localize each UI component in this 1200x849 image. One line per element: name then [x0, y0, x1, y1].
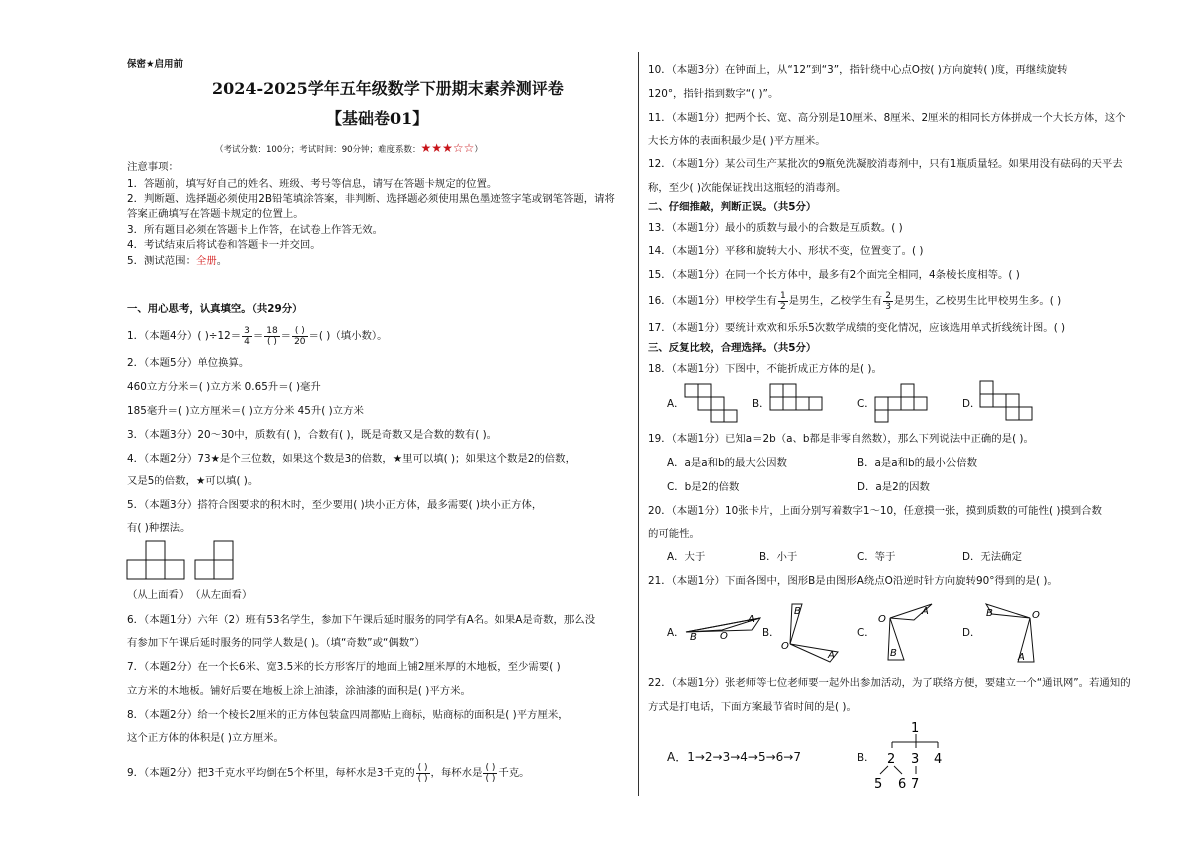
q22-node: 7 [911, 777, 920, 792]
q18-option-d-net [979, 380, 1037, 424]
question-15: 15．（本题1分）在同一个长方体中，最多有2个面完全相同，4条棱长度相等。( ) [648, 269, 1020, 281]
q18-option-a-net [684, 383, 742, 423]
question-3: 3．（本题3分）20～30中，质数有( )，合数有( )，既是奇数又是合数的数有( )。 [127, 429, 498, 441]
question-5-line-b: 有( )种摆法。 [127, 522, 191, 534]
notice-item: 2．判断题、选择题必须使用2B铅笔填涂答案，非判断、选择题必须使用黑色墨迹签字笔或钢笔答题，请将 [127, 193, 615, 205]
q22-node: 6 [898, 777, 907, 792]
question-20-line-b: 的可能性。 [648, 528, 700, 540]
question-13: 13．（本题1分）最小的质数与最小的合数是互质数。( ) [648, 222, 903, 234]
question-4-line-a: 4．（本题2分）73★是个三位数，如果这个数是3的倍数，★里可以填( )；如果这个数是2的倍数， [127, 453, 576, 465]
question-6-line-a: 6．（本题1分）六年（2）班有53名学生，参加下午课后延时服务的同学有A名。如果A是奇数，那么没 [127, 614, 596, 626]
q9-text-c: 千克。 [498, 767, 530, 779]
exam-meta [215, 141, 483, 157]
question-8-line-b: 这个正方体的体积是( )立方厘米。 [127, 732, 284, 744]
question-10-line-b: 120°，指针指到数字“( )”。 [648, 88, 779, 100]
section-2-title: 二、仔细推敲，判断正误。（共5分） [648, 201, 817, 213]
secret-label: 保密★启用前 [127, 59, 184, 70]
q16-fraction-1 [778, 291, 788, 312]
q22-node: 3 [911, 752, 920, 767]
q18-option-a-label: A． [667, 398, 685, 410]
q19-option-c: C．b是2的倍数 [667, 481, 740, 493]
question-6-line-b: 有参加下午课后延时服务的同学人数是( )。（填“奇数”或“偶数”） [127, 637, 425, 649]
q20-option-c: C．等于 [857, 551, 896, 563]
q18-option-c-label: C． [857, 398, 875, 410]
question-17: 17．（本题1分）要统计欢欢和乐乐5次数学成绩的变化情况，应该选用单式折线统计图。( ) [648, 322, 1066, 334]
q9-f1-den: ( ) [417, 773, 428, 784]
q1-f2-den: ( ) [267, 336, 277, 347]
question-5-line-a: 5．（本题3分）搭符合图要求的积木时，至少要用( )块小正方体，最多需要( )块小正方体， [127, 499, 543, 511]
notice-item: 答案正确填写在答题卡规定的位置上。 [127, 208, 304, 220]
q21d-label-o: O [1032, 610, 1040, 621]
q21-option-b-figure [778, 600, 842, 664]
q22-node: 4 [934, 752, 943, 767]
q5-left-cell [214, 541, 233, 560]
q16-text-a: 16．（本题1分）甲校学生有 [648, 295, 777, 307]
q21-option-d-figure [978, 600, 1042, 664]
q5-top-cell [146, 541, 165, 560]
q16-f1-den: 2 [779, 301, 786, 312]
q1-text-b: ＝( )（填小数）。 [308, 330, 388, 342]
question-9 [127, 760, 530, 786]
question-12-line-a: 12．（本题1分）某公司生产某批次的9瓶免洗凝胶消毒剂中，只有1瓶质量轻。如果用没有砝码的天平去 [648, 158, 1123, 170]
q9-text-b: ，每杯水是 [430, 767, 483, 779]
q22-node: 5 [874, 777, 883, 792]
q20-option-d: D．无法确定 [962, 551, 1022, 563]
q9-f1-num: ( ) [417, 762, 428, 773]
q9-text-a: 9．（本题2分）把3千克水平均倒在5个杯里，每杯水是3千克的 [127, 767, 415, 779]
q18-option-b-label: B． [752, 398, 770, 410]
q5-top-view-caption: （从上面看） [127, 589, 190, 601]
q1-f1-num: 3 [244, 325, 250, 336]
question-22-line-b: 方式是打电话，下面方案最节省时间的是( )。 [648, 701, 857, 713]
q1-f2-num: 18 [266, 325, 278, 336]
notice-item: 3．所有题目必须在答题卡上作答，在试卷上作答无效。 [127, 224, 383, 236]
exam-subtitle: 【基础卷01】 [326, 109, 429, 128]
q1-equal: ＝ [280, 330, 292, 342]
q1-f3-num: ( ) [292, 326, 307, 337]
notice-range-label: 5．测试范围： [127, 255, 196, 267]
section-3-title: 三、反复比较，合理选择。（共5分） [648, 342, 817, 354]
notice-title: 注意事项： [127, 161, 179, 173]
question-11-line-a: 11．（本题1分）把两个长、宽、高分别是10厘米、8厘米、2厘米的相同长方体拼成一个大长方体，这个 [648, 112, 1126, 124]
q16-text-c: 是男生，乙校男生比甲校男生多。( ) [893, 295, 1062, 307]
question-10-line-a: 10．（本题3分）在钟面上，从“12”到“3”，指针绕中心点O按( )方向旋转( )度，再继续旋转 [648, 64, 1068, 76]
exam-title: 2024-2025学年五年级数学下册期末素养测评卷 [212, 79, 564, 98]
question-7-line-a: 7．（本题2分）在一个长6米、宽3.5米的长方形客厅的地面上铺2厘米厚的木地板，至少需要( ) [127, 661, 561, 673]
notice-range-value: 全册 [195, 255, 217, 267]
question-14: 14．（本题1分）平移和旋转大小、形状不变，位置变了。( ) [648, 245, 924, 257]
column-divider [638, 52, 639, 796]
question-2-line-b: 185毫升＝( )立方厘米＝( )立方分米 45升( )立方米 [127, 405, 364, 417]
q9-fraction-2 [483, 763, 497, 784]
q21d-label-b: B [986, 608, 993, 619]
q21a-label-b: B [690, 632, 697, 643]
q22-node: 1 [911, 721, 920, 736]
q21d-label-a: A [1018, 652, 1025, 663]
q16-fraction-2 [883, 291, 893, 312]
q21a-label-a: A [748, 614, 755, 625]
q1-fraction-1 [242, 326, 252, 347]
q1-text-a: 1．（本题4分）( )÷12＝ [127, 330, 242, 342]
q21-option-a-label: A． [667, 627, 685, 639]
q21-option-c-label: C． [857, 627, 875, 639]
q20-option-b: B．小于 [759, 551, 798, 563]
question-1 [127, 323, 387, 349]
q21b-label-o: O [781, 641, 789, 652]
q16-f1-num: 1 [779, 290, 786, 301]
q5-left-cell [195, 560, 214, 579]
question-22-line-a: 22．（本题1分）张老师等七位老师要一起外出参加活动，为了联络方便，要建立一个“通讯网”。若通知的 [648, 677, 1131, 689]
q21a-label-o: O [720, 631, 728, 642]
q5-top-cell [127, 560, 146, 579]
question-4-line-b: 又是5的倍数，★可以填( )。 [127, 475, 259, 487]
notice-item: 4．考试结束后将试卷和答题卡一并交回。 [127, 239, 321, 251]
exam-meta-end: ） [474, 145, 483, 155]
q19-option-b: B．a是a和b的最小公倍数 [857, 457, 977, 469]
question-2-line-a: 460立方分米＝( )立方米 0.65升＝( )毫升 [127, 381, 321, 393]
q18-option-d-label: D． [962, 398, 981, 410]
q21c-label-b: B [890, 648, 897, 659]
q16-f2-num: 2 [885, 290, 891, 301]
q5-left-view-caption: （从左面看） [190, 589, 253, 601]
q5-left-cell [214, 560, 233, 579]
q22-node: 2 [887, 752, 896, 767]
q1-fraction-2 [264, 326, 279, 347]
q21-option-c-figure [874, 600, 938, 664]
section-1-title: 一、用心思考，认真填空。（共29分） [127, 303, 303, 315]
q1-f1-den: 4 [244, 336, 250, 347]
q9-f2-num: ( ) [485, 762, 496, 773]
q1-f3-den: 20 [294, 336, 306, 347]
q21-option-a-figure [682, 610, 764, 646]
q18-option-b-net [769, 383, 827, 423]
q19-option-a: A．a是a和b的最大公因数 [667, 457, 787, 469]
q21b-label-a: A [828, 650, 835, 661]
q1-equal: ＝ [252, 330, 264, 342]
question-18: 18．（本题1分）下图中，不能折成正方体的是( )。 [648, 363, 882, 375]
q19-option-d: D．a是2的因数 [857, 481, 930, 493]
q9-fraction-1 [416, 763, 430, 784]
q21c-label-o: O [878, 614, 886, 625]
question-16 [648, 288, 1061, 314]
q5-top-cell [165, 560, 184, 579]
question-2: 2．（本题5分）单位换算。 [127, 357, 250, 369]
q22-option-b-tree [870, 718, 950, 796]
difficulty-stars-empty: ☆☆ [452, 141, 475, 155]
q21-option-b-label: B． [762, 627, 780, 639]
q20-option-a: A．大于 [667, 551, 706, 563]
notice-item: 1．答题前，填写好自己的姓名、班级、考号等信息，请写在答题卡规定的位置。 [127, 178, 498, 190]
question-20-line-a: 20．（本题1分）10张卡片，上面分别写着数字1～10，任意摸一张，摸到质数的可能性( )摸到合数 [648, 505, 1102, 517]
question-11-line-b: 大长方体的表面积最少是( )平方厘米。 [648, 135, 826, 147]
question-7-line-b: 立方米的木地板。铺好后要在地板上涂上油漆，涂油漆的面积是( )平方米。 [127, 685, 471, 697]
q21-option-d-label: D． [962, 627, 981, 639]
q5-views-figure [125, 540, 245, 582]
q18-option-c-net [874, 383, 932, 423]
q21c-label-a: A [922, 606, 929, 617]
q21b-label-b: B [794, 606, 801, 617]
question-8-line-a: 8．（本题2分）给一个棱长2厘米的正方体包装盒四周都贴上商标，贴商标的面积是( )平方厘米， [127, 709, 569, 721]
exam-meta-text: （考试分数：100分；考试时间：90分钟；难度系数： [215, 145, 421, 155]
q16-text-b: 是男生，乙校学生有 [788, 295, 883, 307]
notice-range-end: 。 [216, 255, 228, 267]
q22-option-b-label: B． [857, 752, 875, 764]
question-12-line-b: 称，至少( )次能保证找出这瓶轻的消毒剂。 [648, 182, 847, 194]
q16-f2-den: 3 [885, 301, 891, 312]
difficulty-stars-full: ★★★ [420, 141, 453, 155]
question-21: 21．（本题1分）下面各图中，图形B是由图形A绕点O沿逆时针方向旋转90°得到的是( )。 [648, 575, 1058, 587]
notice-item-range [127, 254, 227, 268]
question-19: 19．（本题1分）已知a＝2b（a、b都是非零自然数），那么下列说法中正确的是( )。 [648, 433, 1034, 445]
q1-fraction-3 [292, 326, 307, 347]
q22-option-a: A．1→2→3→4→5→6→7 [667, 750, 801, 764]
q9-f2-den: ( ) [485, 773, 496, 784]
q5-top-cell [146, 560, 165, 579]
